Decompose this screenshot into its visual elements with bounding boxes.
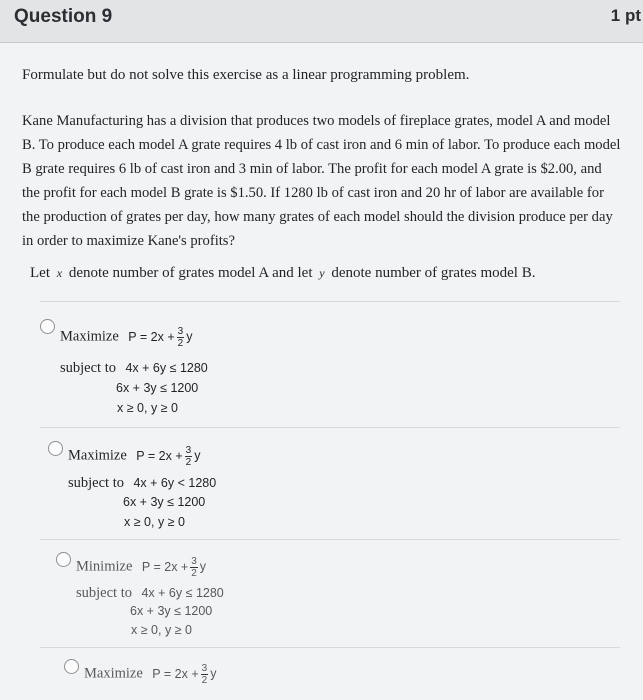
frac-den: 2 [201,675,208,686]
constraint-3: x ≥ 0, y ≥ 0 [131,623,192,637]
constraint-3: x ≥ 0, y ≥ 0 [124,515,185,529]
option-4-objective [84,663,216,686]
question-points: 1 pt [610,6,641,25]
option-1-fraction [177,326,185,349]
option-2-expr: P = 2x + [136,448,183,463]
option-4-radio[interactable] [64,659,79,674]
frac-den: 2 [191,568,197,579]
constraint-1: 4x + 6y ≤ 1280 [125,361,208,375]
constraint-3: x ≥ 0, y ≥ 0 [117,401,178,415]
option-4-expr: P = 2x + [152,666,199,681]
option-3-goal: Minimize [76,558,133,575]
divider [40,647,620,648]
let-after: denote number of grates model B. [331,265,536,281]
constraint-1: 4x + 6y ≤ 1280 [141,586,224,600]
question-body [0,43,643,700]
option-2-radio[interactable] [48,441,63,456]
option-1-var: y [186,329,193,344]
option-1-objective [60,326,192,349]
constraint-2: 6x + 3y ≤ 1200 [116,381,199,395]
frac-num: 3 [177,326,184,337]
option-3-var: y [199,559,207,574]
subject-to-label: subject to [60,360,116,376]
option-3-fraction [190,556,198,579]
divider [40,539,620,540]
divider [40,301,620,302]
option-1-expr: P = 2x + [128,329,175,344]
option-1-radio[interactable] [40,319,55,334]
let-before: Let [30,265,50,281]
option-3-radio[interactable] [56,552,71,567]
option-1-goal: Maximize [60,328,119,345]
subject-to-label: subject to [68,475,124,491]
option-2-fraction [185,445,193,468]
option-3-objective [76,556,206,579]
variable-definition [30,265,535,282]
option-3-expr: P = 2x + [141,559,189,574]
divider [40,427,620,428]
frac-den: 2 [185,457,192,468]
let-middle: denote number of grates model A and let [68,265,313,281]
question-title: Question 9 [14,6,113,27]
constraint-1: 4x + 6y < 1280 [133,476,217,490]
frac-num: 3 [185,445,192,456]
instruction-text: Formulate but do not solve this exercise as a linear programming problem. [22,67,470,83]
option-4-fraction [201,663,209,686]
var-y: y [319,266,325,280]
constraint-2: 6x + 3y ≤ 1200 [123,495,206,509]
option-2-goal: Maximize [68,447,127,464]
option-2-subject [68,475,216,492]
constraint-2: 6x + 3y ≤ 1200 [130,604,213,618]
option-2-objective [68,445,200,468]
option-3-subject [76,585,224,602]
frac-num: 3 [191,556,197,567]
var-x: x [56,266,63,280]
option-4-goal: Maximize [84,665,143,682]
frac-den: 2 [177,338,184,349]
problem-text: Kane Manufacturing has a division that produces two models of fireplace grates, model A and model B. To produce each model A grate requires 4 lb of cast iron and 6 min of labor. To produce each model B grate requires 6 lb of cast iron and 3 min of labor. The profit for each model A grate is $2.00, and the profit for each model B grate is $1.50. If 1280 lb of cast iron and 20 hr of labor are available for the production of grates per day, how many grates of each model should the division produce per day in order to maximize Kane's profits? [22,113,621,249]
option-2-var: y [194,448,201,463]
question-header [0,0,643,43]
option-4-var: y [210,666,217,681]
subject-to-label: subject to [76,585,132,601]
frac-num: 3 [201,663,208,674]
option-1-subject [60,360,208,377]
